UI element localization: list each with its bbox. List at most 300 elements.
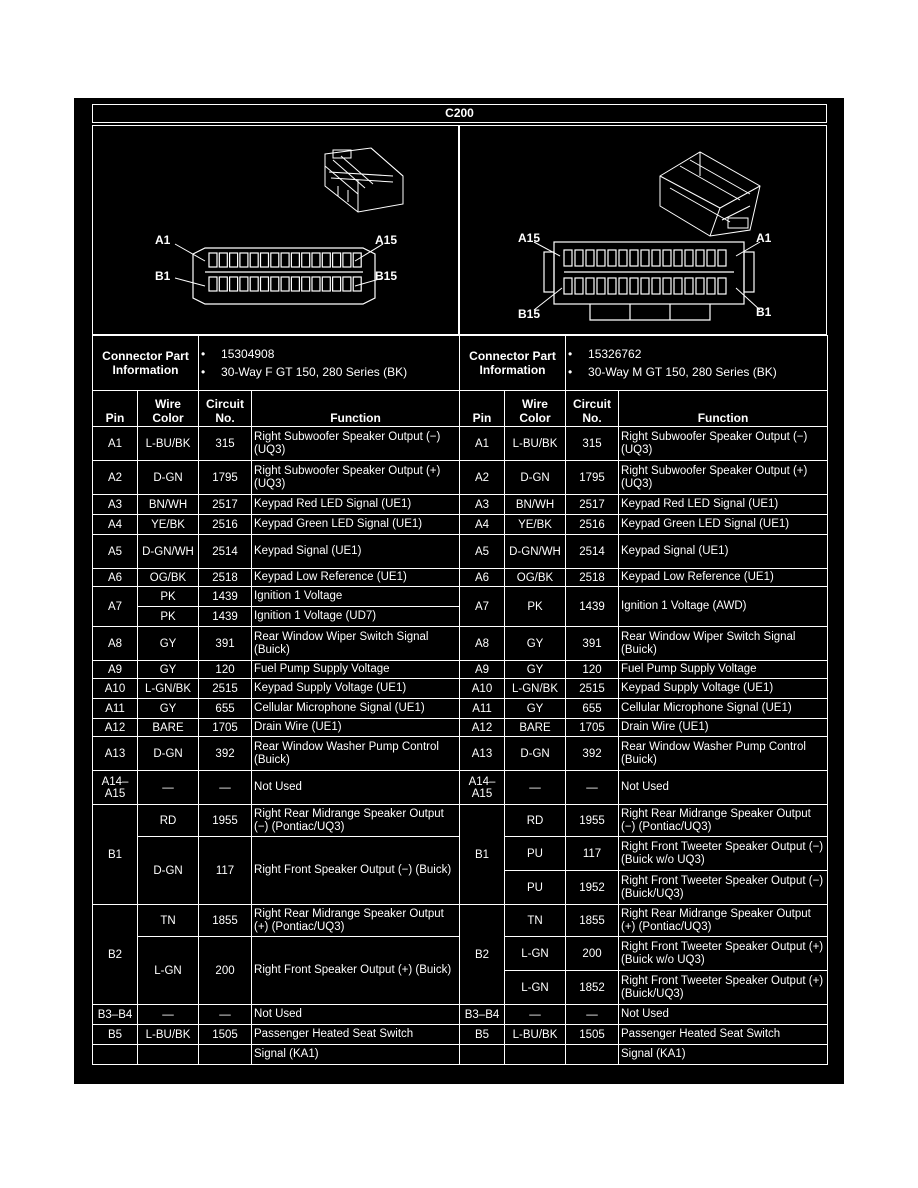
- circuit-cell: 2516: [199, 515, 252, 535]
- function-cell: Right Subwoofer Speaker Output (+) (UQ3): [619, 461, 828, 495]
- table-row: [93, 1025, 460, 1045]
- circuit-cell: 2516: [566, 515, 619, 535]
- function-cell: Keypad Supply Voltage (UE1): [619, 679, 828, 699]
- wire-color-cell: —: [138, 771, 199, 805]
- cavity: [312, 253, 320, 267]
- pin-cell: A1: [93, 427, 138, 461]
- pin-cell: A7: [93, 587, 138, 627]
- cavity: [663, 250, 671, 266]
- cavity: [575, 250, 583, 266]
- cavity: [597, 250, 605, 266]
- function-cell: Cellular Microphone Signal (UE1): [619, 699, 828, 719]
- label-b1: B1: [155, 269, 171, 283]
- circuit-cell: 1952: [566, 871, 619, 905]
- circuit-cell: [566, 1045, 619, 1065]
- wire-color-cell: D-GN: [138, 837, 199, 905]
- pin-cell: A14–A15: [93, 771, 138, 805]
- wire-color-cell: —: [138, 1005, 199, 1025]
- cavity: [219, 277, 227, 291]
- connector-title: C200: [92, 104, 827, 123]
- cavity: [209, 277, 217, 291]
- part-description: • 30-Way F GT 150, 280 Series (BK): [215, 363, 457, 381]
- wire-color-cell: D-GN/WH: [505, 535, 566, 569]
- table-row: [460, 937, 828, 971]
- wire-color-cell: BN/WH: [505, 495, 566, 515]
- cavity: [707, 278, 715, 294]
- pin-cell: [460, 1045, 505, 1065]
- function-cell: Ignition 1 Voltage (AWD): [619, 587, 828, 627]
- pin-cell: B1: [93, 805, 138, 905]
- cavity: [271, 277, 279, 291]
- table-row: [93, 607, 460, 627]
- table-row: [460, 1005, 828, 1025]
- cavity: [322, 277, 330, 291]
- wire-color-cell: GY: [138, 699, 199, 719]
- wire-color-cell: PU: [505, 837, 566, 871]
- table-row: [460, 427, 828, 461]
- table-row: [460, 495, 828, 515]
- table-row: [93, 837, 460, 905]
- circuit-cell: —: [199, 771, 252, 805]
- circuit-cell: 1705: [566, 719, 619, 737]
- pin-cell: B3–B4: [93, 1005, 138, 1025]
- wire-color-cell: OG/BK: [138, 569, 199, 587]
- label-a15: A15: [518, 231, 541, 245]
- wire-color-cell: GY: [138, 627, 199, 661]
- function-cell: Keypad Red LED Signal (UE1): [619, 495, 828, 515]
- cavity: [608, 278, 616, 294]
- cavity: [302, 277, 310, 291]
- circuit-cell: [199, 1045, 252, 1065]
- table-row: [93, 661, 460, 679]
- table-row: [93, 587, 460, 607]
- circuit-cell: 1505: [566, 1025, 619, 1045]
- circuit-cell: —: [199, 1005, 252, 1025]
- header-pin: Pin: [93, 391, 138, 427]
- pin-cell: A5: [93, 535, 138, 569]
- pin-cell: A4: [93, 515, 138, 535]
- header-function: Function: [619, 391, 828, 427]
- table-row: [93, 495, 460, 515]
- table-row: [93, 461, 460, 495]
- cavity: [674, 278, 682, 294]
- circuit-cell: —: [566, 771, 619, 805]
- connector-sheet: [74, 98, 844, 1084]
- header-pin: Pin: [460, 391, 505, 427]
- cavity: [564, 278, 572, 294]
- table-row: [93, 737, 460, 771]
- circuit-cell: 2517: [199, 495, 252, 515]
- cavity: [281, 253, 289, 267]
- cavity: [230, 253, 238, 267]
- table-row: [460, 587, 828, 627]
- circuit-cell: 2514: [199, 535, 252, 569]
- circuit-cell: 1439: [199, 607, 252, 627]
- function-cell: Right Rear Midrange Speaker Output (+) (Pontiac/UQ3): [252, 905, 460, 937]
- cavity: [302, 253, 310, 267]
- table-row: [93, 937, 460, 1005]
- pin-cell: A10: [93, 679, 138, 699]
- wire-color-cell: PK: [138, 607, 199, 627]
- function-cell: Keypad Green LED Signal (UE1): [252, 515, 460, 535]
- function-cell: Ignition 1 Voltage (UD7): [252, 607, 460, 627]
- wire-color-cell: TN: [505, 905, 566, 937]
- connector-part-info-label: Connector Part Information: [460, 336, 566, 391]
- pin-cell: A6: [460, 569, 505, 587]
- cavity: [261, 253, 269, 267]
- circuit-cell: 392: [566, 737, 619, 771]
- pin-cell: B1: [460, 805, 505, 905]
- circuit-cell: 1439: [199, 587, 252, 607]
- function-cell: Ignition 1 Voltage: [252, 587, 460, 607]
- circuit-cell: 1955: [199, 805, 252, 837]
- cavity: [652, 250, 660, 266]
- cavity: [718, 250, 726, 266]
- circuit-cell: 1855: [566, 905, 619, 937]
- wire-color-cell: L-GN/BK: [138, 679, 199, 699]
- function-cell: Rear Window Washer Pump Control (Buick): [252, 737, 460, 771]
- male-connector-face-icon: [544, 242, 754, 320]
- function-cell: Not Used: [619, 771, 828, 805]
- wire-color-cell: GY: [138, 661, 199, 679]
- function-cell: Rear Window Wiper Switch Signal (Buick): [619, 627, 828, 661]
- cavity: [630, 250, 638, 266]
- circuit-cell: 1855: [199, 905, 252, 937]
- function-cell: Drain Wire (UE1): [252, 719, 460, 737]
- circuit-cell: 655: [566, 699, 619, 719]
- cavity: [240, 253, 248, 267]
- wire-color-cell: D-GN: [505, 461, 566, 495]
- function-cell: Passenger Heated Seat Switch: [252, 1025, 460, 1045]
- table-row: [460, 805, 828, 837]
- pin-cell: A11: [93, 699, 138, 719]
- wire-color-cell: D-GN: [138, 461, 199, 495]
- table-row: [460, 905, 828, 937]
- function-cell: Rear Window Washer Pump Control (Buick): [619, 737, 828, 771]
- circuit-cell: 1439: [566, 587, 619, 627]
- table-row: [93, 535, 460, 569]
- connector-part-info-label: Connector Part Information: [93, 336, 199, 391]
- table-row: [93, 679, 460, 699]
- table-row: [460, 461, 828, 495]
- function-cell: Signal (KA1): [619, 1045, 828, 1065]
- wire-color-cell: BARE: [505, 719, 566, 737]
- cavity: [291, 277, 299, 291]
- cavity: [322, 253, 330, 267]
- pin-cell: A8: [460, 627, 505, 661]
- pin-cell: A8: [93, 627, 138, 661]
- circuit-cell: 2515: [566, 679, 619, 699]
- cavity: [271, 253, 279, 267]
- table-row: [93, 1045, 460, 1065]
- cavity: [291, 253, 299, 267]
- wire-color-cell: PU: [505, 871, 566, 905]
- wire-color-cell: D-GN: [138, 737, 199, 771]
- circuit-cell: 392: [199, 737, 252, 771]
- table-row: [460, 627, 828, 661]
- label-a1: A1: [756, 231, 772, 245]
- wire-color-cell: —: [505, 1005, 566, 1025]
- cavity: [250, 277, 258, 291]
- connector-part-info: [199, 336, 460, 391]
- cavity: [696, 250, 704, 266]
- cavity: [619, 250, 627, 266]
- wire-color-cell: BARE: [138, 719, 199, 737]
- function-cell: Keypad Red LED Signal (UE1): [252, 495, 460, 515]
- function-cell: Keypad Supply Voltage (UE1): [252, 679, 460, 699]
- wire-color-cell: L-GN: [505, 971, 566, 1005]
- circuit-cell: 1505: [199, 1025, 252, 1045]
- cavity: [674, 250, 682, 266]
- label-b15: B15: [518, 307, 541, 321]
- cavity: [641, 250, 649, 266]
- circuit-cell: 200: [566, 937, 619, 971]
- header-wire-color: Wire Color: [505, 391, 566, 427]
- function-cell: Not Used: [252, 771, 460, 805]
- table-row: [460, 661, 828, 679]
- function-cell: Right Rear Midrange Speaker Output (−) (Pontiac/UQ3): [252, 805, 460, 837]
- cavity: [261, 277, 269, 291]
- function-cell: Passenger Heated Seat Switch: [619, 1025, 828, 1045]
- pin-cell: A14–A15: [460, 771, 505, 805]
- male-connector-drawing: [460, 126, 828, 336]
- pin-cell: B5: [460, 1025, 505, 1045]
- cavity: [333, 253, 341, 267]
- table-row: [93, 805, 460, 837]
- wire-color-cell: —: [505, 771, 566, 805]
- circuit-cell: 200: [199, 937, 252, 1005]
- pin-cell: A9: [93, 661, 138, 679]
- circuit-cell: 2518: [566, 569, 619, 587]
- table-row: [460, 771, 828, 805]
- cavity: [663, 278, 671, 294]
- label-a1: A1: [155, 233, 171, 247]
- wire-color-cell: PK: [505, 587, 566, 627]
- cavity: [597, 278, 605, 294]
- cavity: [230, 277, 238, 291]
- pin-cell: A1: [460, 427, 505, 461]
- function-cell: Right Front Tweeter Speaker Output (+) (Buick/UQ3): [619, 971, 828, 1005]
- pin-cell: A7: [460, 587, 505, 627]
- label-b1: B1: [756, 305, 772, 319]
- circuit-cell: 1705: [199, 719, 252, 737]
- pin-cell: B2: [460, 905, 505, 1005]
- pin-cell: B5: [93, 1025, 138, 1045]
- part-number: • 15326762: [582, 345, 825, 363]
- function-cell: Right Subwoofer Speaker Output (−) (UQ3): [252, 427, 460, 461]
- wire-color-cell: L-GN: [138, 937, 199, 1005]
- cavity: [641, 278, 649, 294]
- connector-diagram-male: [459, 125, 827, 335]
- pin-cell: A13: [460, 737, 505, 771]
- function-cell: Right Rear Midrange Speaker Output (−) (Pontiac/UQ3): [619, 805, 828, 837]
- pinout-table-male: [459, 335, 828, 1065]
- female-connector-face-icon: [193, 248, 375, 304]
- wire-color-cell: D-GN/WH: [138, 535, 199, 569]
- wire-color-cell: GY: [505, 661, 566, 679]
- function-cell: Right Front Tweeter Speaker Output (−) (Buick w/o UQ3): [619, 837, 828, 871]
- pin-cell: A5: [460, 535, 505, 569]
- cavity: [353, 277, 361, 291]
- function-cell: Rear Window Wiper Switch Signal (Buick): [252, 627, 460, 661]
- connector-diagram-female: [92, 125, 459, 335]
- pin-cell: A12: [460, 719, 505, 737]
- pin-cell: A6: [93, 569, 138, 587]
- function-cell: Right Front Speaker Output (−) (Buick): [252, 837, 460, 905]
- cavity: [240, 277, 248, 291]
- table-row: [460, 837, 828, 871]
- function-cell: Right Subwoofer Speaker Output (−) (UQ3): [619, 427, 828, 461]
- wire-color-cell: TN: [138, 905, 199, 937]
- part-description: • 30-Way M GT 150, 280 Series (BK): [582, 363, 825, 381]
- circuit-cell: 1955: [566, 805, 619, 837]
- header-circuit-no: Circuit No.: [199, 391, 252, 427]
- table-row: [460, 971, 828, 1005]
- wire-color-cell: L-GN/BK: [505, 679, 566, 699]
- label-a15: A15: [375, 233, 398, 247]
- table-row: [93, 427, 460, 461]
- pin-cell: A3: [460, 495, 505, 515]
- circuit-cell: 2518: [199, 569, 252, 587]
- cavity: [685, 250, 693, 266]
- cavity: [685, 278, 693, 294]
- wire-color-cell: D-GN: [505, 737, 566, 771]
- table-row: [460, 699, 828, 719]
- circuit-cell: 120: [566, 661, 619, 679]
- pin-cell: A11: [460, 699, 505, 719]
- table-row: [460, 569, 828, 587]
- pin-cell: A3: [93, 495, 138, 515]
- circuit-cell: —: [566, 1005, 619, 1025]
- function-cell: Keypad Green LED Signal (UE1): [619, 515, 828, 535]
- table-row: [460, 737, 828, 771]
- cavity: [564, 250, 572, 266]
- wire-color-cell: RD: [138, 805, 199, 837]
- wire-color-cell: [138, 1045, 199, 1065]
- wire-color-cell: GY: [505, 699, 566, 719]
- function-cell: Fuel Pump Supply Voltage: [252, 661, 460, 679]
- circuit-cell: 117: [199, 837, 252, 905]
- pin-cell: A9: [460, 661, 505, 679]
- cavity: [333, 277, 341, 291]
- table-row: [93, 699, 460, 719]
- circuit-cell: 391: [566, 627, 619, 661]
- cavity: [608, 250, 616, 266]
- circuit-cell: 120: [199, 661, 252, 679]
- function-cell: Right Front Tweeter Speaker Output (−) (Buick/UQ3): [619, 871, 828, 905]
- table-row: [93, 905, 460, 937]
- cavity: [586, 250, 594, 266]
- circuit-cell: 391: [199, 627, 252, 661]
- pin-cell: B2: [93, 905, 138, 1005]
- function-cell: Drain Wire (UE1): [619, 719, 828, 737]
- table-row: [460, 679, 828, 699]
- circuit-cell: 315: [199, 427, 252, 461]
- wire-color-cell: GY: [505, 627, 566, 661]
- function-cell: Right Front Tweeter Speaker Output (+) (Buick w/o UQ3): [619, 937, 828, 971]
- circuit-cell: 1795: [566, 461, 619, 495]
- pin-cell: B3–B4: [460, 1005, 505, 1025]
- wire-color-cell: L-BU/BK: [505, 427, 566, 461]
- male-connector-3d-icon: [660, 152, 760, 236]
- label-b15: B15: [375, 269, 398, 283]
- wire-color-cell: YE/BK: [505, 515, 566, 535]
- wire-color-cell: L-BU/BK: [138, 1025, 199, 1045]
- connector-part-info: [566, 336, 828, 391]
- table-row: [93, 771, 460, 805]
- circuit-cell: 1795: [199, 461, 252, 495]
- cavity: [696, 278, 704, 294]
- part-number: • 15304908: [215, 345, 457, 363]
- table-row: [93, 1005, 460, 1025]
- function-cell: Keypad Low Reference (UE1): [252, 569, 460, 587]
- table-row: [460, 871, 828, 905]
- circuit-cell: 2515: [199, 679, 252, 699]
- table-row: [460, 535, 828, 569]
- table-row: [93, 569, 460, 587]
- cavity: [575, 278, 583, 294]
- cavity: [312, 277, 320, 291]
- function-cell: Cellular Microphone Signal (UE1): [252, 699, 460, 719]
- cavity: [619, 278, 627, 294]
- pin-cell: A2: [93, 461, 138, 495]
- wire-color-cell: BN/WH: [138, 495, 199, 515]
- pin-cell: A10: [460, 679, 505, 699]
- circuit-cell: 2514: [566, 535, 619, 569]
- table-row: [460, 515, 828, 535]
- cavity: [630, 278, 638, 294]
- wire-color-cell: RD: [505, 805, 566, 837]
- pin-cell: A2: [460, 461, 505, 495]
- cavity: [281, 277, 289, 291]
- wire-color-cell: L-BU/BK: [505, 1025, 566, 1045]
- function-cell: Right Front Speaker Output (+) (Buick): [252, 937, 460, 1005]
- table-row: [93, 719, 460, 737]
- female-connector-3d-icon: [325, 148, 403, 212]
- function-cell: Signal (KA1): [252, 1045, 460, 1065]
- pin-cell: [93, 1045, 138, 1065]
- cavity: [707, 250, 715, 266]
- circuit-cell: 117: [566, 837, 619, 871]
- circuit-cell: 315: [566, 427, 619, 461]
- cavity: [718, 278, 726, 294]
- wire-color-cell: OG/BK: [505, 569, 566, 587]
- cavity: [343, 253, 351, 267]
- circuit-cell: 2517: [566, 495, 619, 515]
- function-cell: Not Used: [619, 1005, 828, 1025]
- table-row: [460, 719, 828, 737]
- pin-cell: A4: [460, 515, 505, 535]
- cavity: [219, 253, 227, 267]
- function-cell: Right Subwoofer Speaker Output (+) (UQ3): [252, 461, 460, 495]
- table-row: [460, 1045, 828, 1065]
- pin-cell: A13: [93, 737, 138, 771]
- female-connector-drawing: [93, 126, 460, 336]
- circuit-cell: 655: [199, 699, 252, 719]
- cavity: [652, 278, 660, 294]
- wire-color-cell: YE/BK: [138, 515, 199, 535]
- table-row: [93, 515, 460, 535]
- wire-color-cell: L-BU/BK: [138, 427, 199, 461]
- table-row: [93, 627, 460, 661]
- wire-color-cell: [505, 1045, 566, 1065]
- circuit-cell: 1852: [566, 971, 619, 1005]
- function-cell: Right Rear Midrange Speaker Output (+) (Pontiac/UQ3): [619, 905, 828, 937]
- header-function: Function: [252, 391, 460, 427]
- pinout-table-female: [92, 335, 460, 1065]
- header-wire-color: Wire Color: [138, 391, 199, 427]
- cavity: [343, 277, 351, 291]
